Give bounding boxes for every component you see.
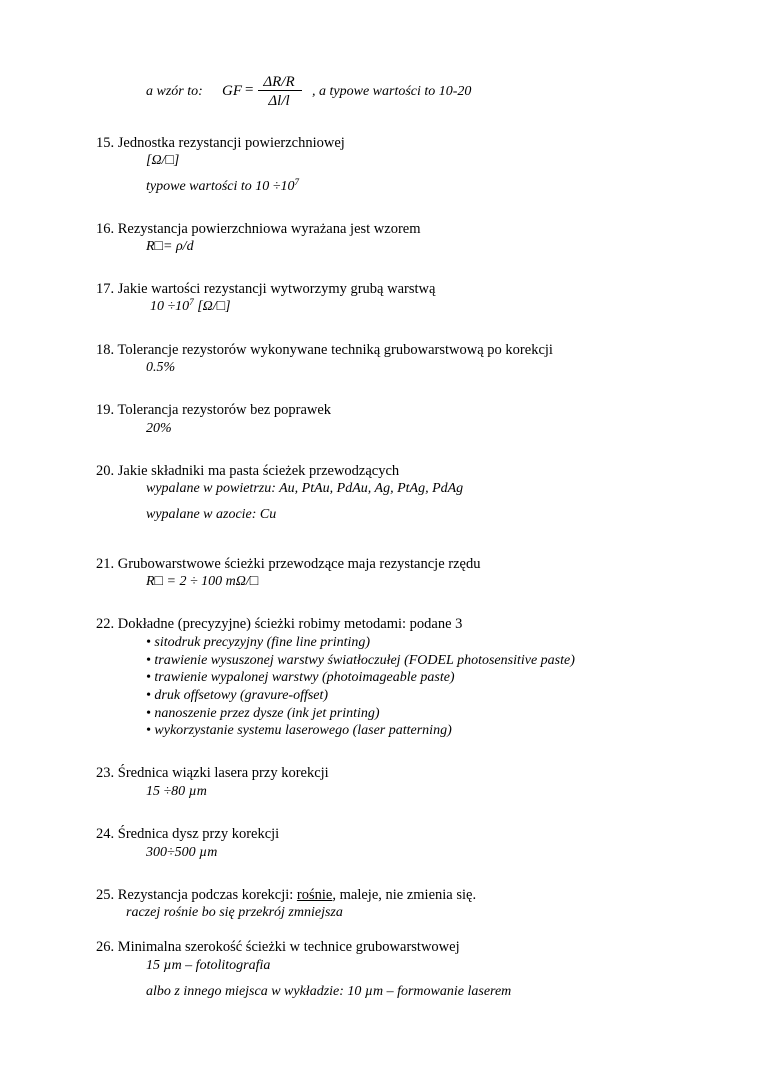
question-24: 24. Średnica dysz przy korekcji — [96, 826, 280, 842]
formula-lhs: GF — [222, 83, 242, 99]
answer-25: raczej rośnie bo się przekrój zmniejsza — [126, 905, 343, 920]
formula-intro: a wzór to: — [146, 84, 203, 99]
answer-26-laser: albo z innego miejsca w wykładzie: 10 µm – formowanie laserem — [146, 984, 512, 999]
question-18: 18. Tolerancje rezystorów wykonywane techniką grubowarstwową po korekcji — [96, 342, 553, 358]
formula-equals: = — [245, 82, 254, 98]
list-item: • wykorzystanie systemu laserowego (laser patterning) — [146, 723, 452, 738]
question-26: 26. Minimalna szerokość ścieżki w technice grubowarstwowej — [96, 939, 460, 955]
list-item: • trawienie wypalonej warstwy (photoimageable paste) — [146, 670, 455, 685]
question-22: 22. Dokładne (precyzyjne) ścieżki robimy metodami: podane 3 — [96, 616, 463, 632]
question-20: 20. Jakie składniki ma pasta ścieżek przewodzących — [96, 463, 400, 479]
answer-21: R□ = 2 ÷ 100 mΩ/□ — [146, 574, 259, 589]
list-item: • druk offsetowy (gravure-offset) — [146, 688, 329, 703]
answer-15-unit: [Ω/□] — [146, 153, 180, 168]
underlined-answer: rośnie — [296, 887, 333, 903]
answer-24: 300÷500 µm — [146, 845, 218, 860]
formula-tail: , a typowe wartości to 10-20 — [312, 84, 472, 99]
question-17: 17. Jakie wartości rezystancji wytworzymy grubą warstwą — [96, 281, 436, 297]
answer-16: R□= ρ/d — [146, 239, 194, 254]
formula-numerator: ΔR/R — [263, 74, 295, 90]
answer-20-nitrogen: wypalane w azocie: Cu — [146, 507, 277, 522]
question-23: 23. Średnica wiązki lasera przy korekcji — [96, 765, 329, 781]
answer-15-typical: typowe wartości to $10 \div 10^7$ — [146, 177, 299, 194]
question-15: 15. Jednostka rezystancji powierzchniowej — [96, 135, 345, 151]
fraction-bar — [258, 90, 302, 91]
answer-17: $10 \div 10^7$ [Ω/□] — [150, 297, 231, 314]
question-19: 19. Tolerancja rezystorów bez poprawek — [96, 402, 332, 418]
formula-denominator: Δl/l — [268, 93, 290, 109]
answer-18: 0.5% — [146, 360, 176, 375]
question-21: 21. Grubowarstwowe ścieżki przewodzące maja rezystancje rzędu — [96, 556, 481, 572]
question-25: 25. Rezystancja podczas korekcji: rośnie, maleje, nie zmienia się. — [96, 887, 477, 903]
list-item: • trawienie wysuszonej warstwy światłoczułej (FODEL photosensitive paste) — [146, 653, 575, 668]
answer-19: 20% — [146, 421, 172, 436]
list-item: • nanoszenie przez dysze (ink jet printing) — [146, 706, 380, 721]
answer-26-photolitography: 15 µm – fotolitografia — [146, 958, 271, 973]
list-item: • sitodruk precyzyjny (fine line printing) — [146, 635, 371, 650]
answer-23: 15 ÷80 µm — [146, 784, 207, 799]
question-16: 16. Rezystancja powierzchniowa wyrażana jest wzorem — [96, 221, 421, 237]
answer-20-air: wypalane w powietrzu: Au, PtAu, PdAu, Ag, PtAg, PdAg — [146, 481, 464, 496]
